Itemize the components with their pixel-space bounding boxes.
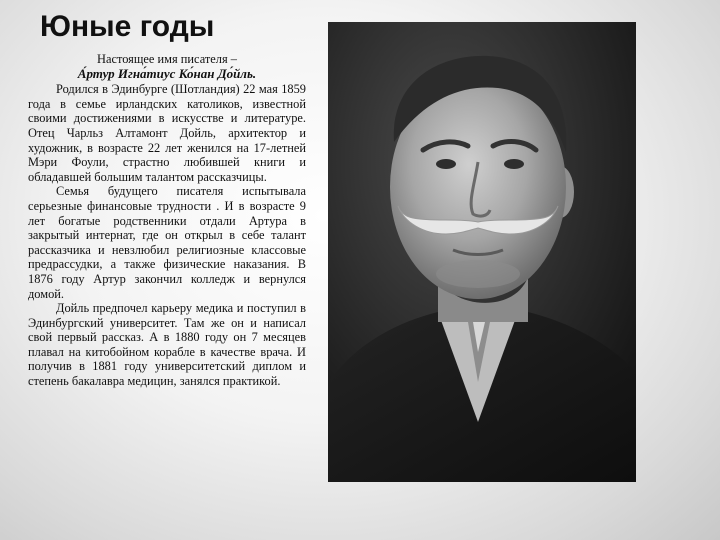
paragraph-university: Дойль предпочел карьеру медика и поступил в Эдинбургский университет. Там же он и написал свой первый рассказ. А в 1880 году он 7 месяцев плавал на китобойном корабле в качестве врача. И получив в 1881 году университетский диплом и степень бакалавра медицин, занялся практикой. <box>28 301 306 389</box>
slide-title: Юные годы <box>40 10 215 43</box>
full-name: А́ртур Игна́тиус Ко́нан До́йль. <box>77 65 257 81</box>
biography-text <box>28 52 306 389</box>
portrait-photo <box>328 22 636 482</box>
intro-line: Настоящее имя писателя – <box>97 52 237 66</box>
paragraph-school: Семья будущего писателя испытывала серьезные финансовые трудности . И в возрасте 9 лет богатые родственники отдали Артура в закрытый интернат, где он открыл в себе талант рассказчика и невзлюбил религиозные классовые предрассудки, а также физические наказания. В 1876 году Артур закончил колледж и вернулся домой. <box>28 184 306 301</box>
paragraph-birth: Родился в Эдинбурге (Шотландия) 22 мая 1859 года в семье ирландских католиков, известной своими достижениями в искусстве и литературе. Отец Чарльз Алтамонт Дойль, архитектор и художник, в возрасте 22 лет женился на 17-летней Мэри Фоули, страстно любившей книги и обладавшей большим талантом рассказчицы. <box>28 82 306 184</box>
portrait-illustration <box>328 22 636 482</box>
